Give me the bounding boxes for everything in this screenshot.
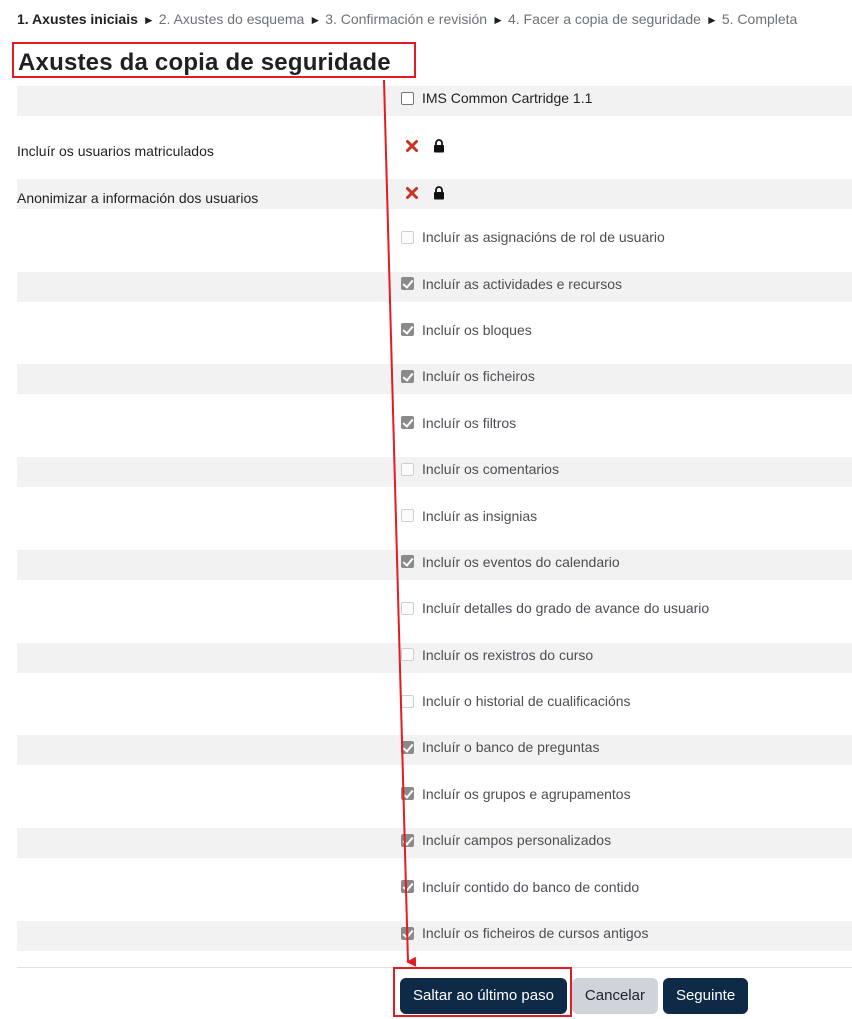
skip-to-last-step-button[interactable]: Saltar ao último paso <box>400 978 567 1014</box>
setting-row <box>17 364 852 410</box>
setting-label: Anonimizar a información dos usuarios <box>17 189 259 206</box>
checkbox-label: Incluír as insignias <box>422 507 538 524</box>
setting-checkbox-control <box>401 598 709 618</box>
setting-row <box>17 86 852 132</box>
checkbox-checked <box>401 555 414 568</box>
next-button[interactable]: Seguinte <box>663 978 748 1014</box>
checkbox-label: Incluír os eventos do calendario <box>422 553 620 570</box>
checkbox-checked <box>401 880 414 893</box>
lock-icon <box>433 186 445 200</box>
checkbox-label: Incluír as actividades e recursos <box>422 275 622 292</box>
step-separator-icon: ► <box>492 13 504 27</box>
checkbox <box>401 695 414 708</box>
setting-checkbox-control <box>401 877 639 897</box>
setting-checkbox-control <box>401 552 620 572</box>
progress-steps <box>17 9 797 30</box>
step-separator-icon: ► <box>309 13 322 27</box>
checkbox-checked <box>401 787 414 800</box>
setting-row <box>17 828 852 874</box>
setting-checkbox-control <box>401 366 535 386</box>
checkbox-label: Incluír o banco de preguntas <box>422 739 600 756</box>
setting-row <box>17 179 852 225</box>
checkbox-label: Incluír as asignacións de rol de usuario <box>422 229 665 246</box>
step-4: 4. Facer a copia de seguridade <box>507 11 701 27</box>
checkbox-checked <box>401 416 414 429</box>
page-title: Axustes da copia de seguridade <box>18 49 391 76</box>
setting-row <box>17 921 852 967</box>
setting-checkbox-control <box>401 274 622 294</box>
checkbox-label: Incluír os grupos e agrupamentos <box>422 785 631 802</box>
setting-checkbox-control <box>401 459 559 479</box>
step-separator-icon: ► <box>142 13 155 27</box>
setting-checkbox-control <box>401 830 611 850</box>
setting-row <box>17 504 852 550</box>
checkbox-label[interactable]: IMS Common Cartridge 1.1 <box>422 90 593 106</box>
setting-row <box>17 225 852 271</box>
setting-row <box>17 318 852 364</box>
locked-setting-value <box>401 136 445 156</box>
setting-row <box>17 735 852 781</box>
setting-row <box>17 550 852 596</box>
setting-row <box>17 457 852 503</box>
checkbox-label: Incluír os ficheiros <box>422 368 535 385</box>
annotation-highlight-title <box>12 42 416 78</box>
setting-checkbox-control <box>401 784 631 804</box>
setting-row <box>17 596 852 642</box>
checkbox-label: Incluír campos personalizados <box>422 832 612 849</box>
step-1: 1. Axustes iniciais <box>17 11 138 27</box>
backup-settings-form <box>17 86 852 967</box>
checkbox-checked <box>401 323 414 336</box>
checkbox-label: Incluír os filtros <box>422 414 517 431</box>
checkbox-checked <box>401 927 414 940</box>
setting-row <box>17 132 852 178</box>
checkbox-label: Incluír os rexistros do curso <box>422 646 594 663</box>
checkbox-label: Incluír os bloques <box>422 321 532 338</box>
checkbox <box>401 231 414 244</box>
checkbox-label: Incluír contido do banco de contido <box>422 878 640 895</box>
checkbox-checked <box>401 834 414 847</box>
checkbox <box>401 648 414 661</box>
checkbox-label: Incluír os comentarios <box>422 461 559 478</box>
setting-row <box>17 411 852 457</box>
setting-checkbox-control <box>401 737 599 757</box>
step-5: 5. Completa <box>721 11 798 27</box>
setting-row <box>17 689 852 735</box>
setting-checkbox-control <box>401 506 537 526</box>
setting-row <box>17 643 852 689</box>
setting-checkbox-control <box>401 923 648 943</box>
checkbox-label: Incluír o historial de cualificacións <box>422 693 631 710</box>
setting-checkbox-control <box>401 691 631 711</box>
checkbox <box>401 602 414 615</box>
setting-checkbox-control <box>401 320 532 340</box>
step-3: 3. Confirmación e revisión <box>325 11 488 27</box>
checkbox[interactable] <box>401 92 414 105</box>
checkbox-checked <box>401 741 414 754</box>
step-2: 2. Axustes do esquema <box>158 11 305 27</box>
checkbox-label: Incluír detalles do grado de avance do usuario <box>422 600 710 617</box>
checkbox <box>401 509 414 522</box>
locked-setting-value <box>401 183 445 203</box>
checkbox-checked <box>401 277 414 290</box>
setting-row <box>17 875 852 921</box>
step-separator-icon: ► <box>705 13 718 27</box>
lock-icon <box>433 139 445 153</box>
checkbox <box>401 463 414 476</box>
setting-checkbox-control <box>401 227 665 247</box>
checkbox-checked <box>401 370 414 383</box>
setting-checkbox-control[interactable] <box>401 88 592 108</box>
checkbox-label: Incluír os ficheiros de cursos antigos <box>422 925 649 942</box>
setting-row <box>17 272 852 318</box>
cancel-button[interactable]: Cancelar <box>572 978 658 1014</box>
setting-checkbox-control <box>401 645 593 665</box>
setting-row <box>17 782 852 828</box>
x-icon <box>403 184 421 202</box>
annotation-highlight-button <box>393 967 572 1017</box>
x-icon <box>403 137 421 155</box>
setting-checkbox-control <box>401 413 516 433</box>
setting-label: Incluír os usuarios matriculados <box>17 143 214 160</box>
